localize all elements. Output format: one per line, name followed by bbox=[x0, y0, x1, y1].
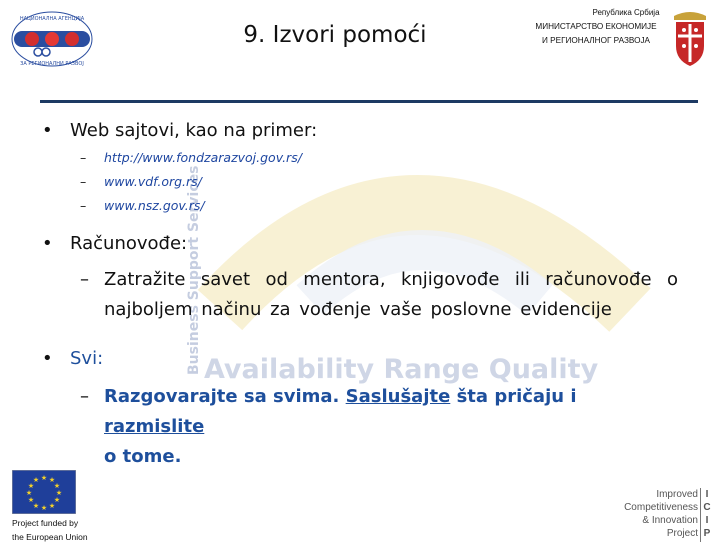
svg-text:★: ★ bbox=[32, 476, 40, 484]
bullet-web-sites bbox=[42, 120, 682, 141]
bullet-accountants bbox=[42, 233, 682, 254]
link-item-3: – www.nsz.gov.rs/ bbox=[80, 198, 205, 213]
watermark-side-text: Business Support Services bbox=[186, 165, 202, 375]
agency-logo bbox=[8, 8, 96, 70]
svg-text:★: ★ bbox=[27, 482, 35, 490]
serbia-coat-of-arms-icon bbox=[670, 6, 710, 72]
svg-text:★: ★ bbox=[48, 502, 56, 510]
bullet-label: Web sajtovi, kao na primer: bbox=[70, 120, 318, 141]
link-vdf[interactable]: www.vdf.org.rs/ bbox=[104, 174, 202, 189]
svg-text:★: ★ bbox=[48, 476, 56, 484]
everyone-advice: – Razgovarajte sa svima. Saslušajte šta pričaju i razmislite o tome. bbox=[80, 382, 680, 472]
eu-flag-icon bbox=[12, 470, 76, 514]
svg-text:★: ★ bbox=[53, 496, 61, 504]
svg-text:ЗА РЕГИОНАЛНИ РАЗВОЈ: ЗА РЕГИОНАЛНИ РАЗВОЈ bbox=[20, 61, 84, 67]
bullet-dot: • bbox=[42, 348, 53, 369]
svg-text:★: ★ bbox=[25, 489, 33, 497]
bullet-dot: • bbox=[42, 120, 53, 141]
bullet-dot: • bbox=[42, 233, 53, 254]
icp-logo bbox=[608, 488, 712, 542]
agency-logo-icon bbox=[8, 8, 96, 70]
link-item-2: – www.vdf.org.rs/ bbox=[80, 174, 202, 189]
bullet-label: Svi: bbox=[70, 348, 104, 369]
svg-text:НАЦИОНАЛНА АГЕНЦИЈА: НАЦИОНАЛНА АГЕНЦИЈА bbox=[19, 16, 85, 22]
svg-text:★: ★ bbox=[40, 474, 48, 482]
ministry-block bbox=[520, 6, 672, 48]
icp-divider bbox=[700, 488, 701, 542]
svg-text:★: ★ bbox=[53, 482, 61, 490]
accountants-advice: – Zatražite savet od mentora, knjigovođe ili računovođe o najboljem načinu za vođenje vaše poslovne evidencije bbox=[80, 265, 678, 325]
ministry-line-1: Република Србија bbox=[592, 8, 660, 17]
link-nsz[interactable]: www.nsz.gov.rs/ bbox=[104, 198, 205, 213]
svg-text:★: ★ bbox=[27, 496, 35, 504]
svg-text:★: ★ bbox=[55, 489, 63, 497]
eu-flag bbox=[12, 470, 76, 514]
svg-text:★: ★ bbox=[32, 502, 40, 510]
svg-text:★: ★ bbox=[40, 504, 48, 512]
everyone-advice-text: Razgovarajte sa svima. Saslušajte šta pričaju i razmislite o tome. bbox=[104, 386, 577, 467]
link-item-1: – http://www.fondzarazvoj.gov.rs/ bbox=[80, 150, 302, 165]
bullet-label: Računovođe: bbox=[70, 233, 188, 254]
icp-lines: Improved Competitiveness & Innovation Project bbox=[624, 489, 698, 539]
header-divider bbox=[40, 100, 698, 103]
icp-letters: I C I P bbox=[703, 489, 711, 539]
accountants-advice-text: Zatražite savet od mentora, knjigovođe ili računovođe o najboljem načinu za vođenje vaše poslovne evidencije bbox=[104, 269, 678, 320]
ministry-line-2: МИНИСТАРСТВО ЕКОНОМИЈЕ bbox=[535, 22, 657, 31]
ministry-line-3: И РЕГИОНАЛНОГ РАЗВОЈА bbox=[541, 36, 651, 45]
eu-funding-text: Project funded by the European Union bbox=[12, 518, 88, 542]
bullet-everyone bbox=[42, 348, 682, 369]
link-fondzarazvoj[interactable]: http://www.fondzarazvoj.gov.rs/ bbox=[104, 150, 302, 165]
page-title: 9. Izvori pomoći bbox=[243, 22, 427, 48]
watermark-text: Availability Range Quality bbox=[204, 354, 599, 385]
coat-of-arms bbox=[670, 6, 710, 72]
